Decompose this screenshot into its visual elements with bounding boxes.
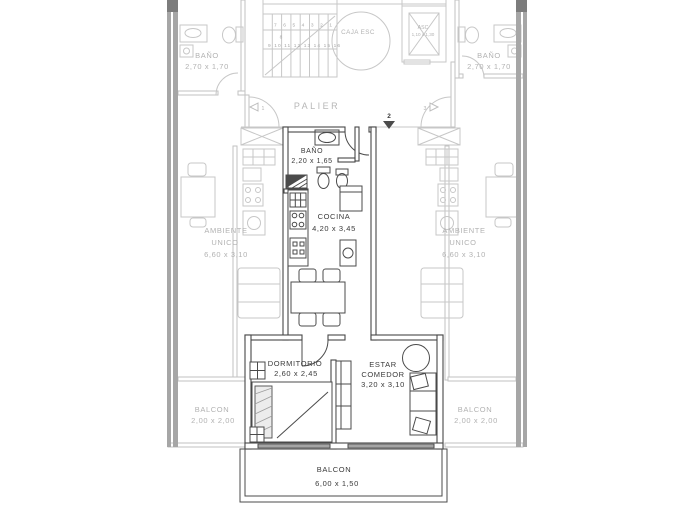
stove-burners [246, 188, 261, 203]
left-room-label1: AMBIENTE [204, 226, 248, 235]
right-balcony-dims: 2,00 x 2,00 [454, 416, 498, 425]
mid-wall [328, 335, 345, 340]
toilet-bowl [318, 174, 329, 189]
bath-partition [338, 158, 355, 162]
sofa-bed [238, 268, 280, 318]
counter-cross-icon [241, 128, 283, 145]
living-label1: ESTAR [369, 360, 397, 369]
stair-number-mid: 8 [279, 35, 283, 41]
living-label2: COMEDOR [361, 370, 405, 379]
table [181, 177, 215, 217]
left-room-dims: 6,60 x 3,10 [204, 250, 248, 259]
party-wall-left [173, 0, 178, 447]
wardrobe [336, 361, 351, 429]
east-wall-lower [437, 335, 443, 449]
elevator-dims: 1,10 x 1,30 [411, 32, 435, 37]
left-balcony-window [178, 377, 245, 381]
stairwell-door-swing [332, 12, 390, 70]
counter [243, 168, 261, 181]
east-wall-upper [371, 127, 376, 340]
bidet [180, 45, 193, 57]
shower-hatch [286, 175, 307, 188]
palier-west-wall [245, 95, 249, 127]
palier-east-wall [451, 62, 455, 127]
kitchen-dims: 4,20 x 3,45 [312, 224, 356, 233]
left-bath-south-wall [178, 91, 218, 95]
toilet-bowl [466, 27, 479, 43]
stair-numbers-top: 7 6 5 4 3 2 1 [274, 23, 332, 29]
kitchen-label: COCINA [317, 212, 351, 221]
chair [299, 313, 316, 326]
unit-number-left: 1 [261, 106, 265, 112]
arrow-left-icon [250, 103, 258, 111]
sofa-bed-lines [238, 284, 280, 302]
left-internal-wall [233, 146, 237, 380]
party-wall-right-cap [516, 0, 527, 12]
sink-basin [185, 29, 201, 38]
right-room-label1: AMBIENTE [442, 226, 486, 235]
right-bath-label: BAÑO [477, 51, 501, 60]
chair [323, 269, 340, 282]
chair [495, 163, 513, 176]
dining-table [291, 282, 345, 313]
chair [188, 163, 206, 176]
sofa-bed-lines [421, 284, 463, 302]
right-bath-south-wall [459, 74, 463, 78]
living-dims: 3,20 x 3,10 [361, 380, 405, 389]
bidet-drain [184, 48, 190, 54]
left-room-label2: UNICO [211, 238, 239, 247]
chair [495, 218, 511, 227]
balcony-rail-outer [240, 449, 447, 502]
sink-basin [500, 29, 516, 38]
counter-cross-icon [418, 128, 460, 145]
kitchen-counter-west [288, 190, 308, 266]
party-wall-left-cap [167, 0, 178, 12]
left-bath-east-wall [241, 0, 245, 95]
toilet-bowl [223, 27, 236, 43]
fridge [340, 186, 362, 211]
party-wall-right [516, 0, 521, 447]
chair [299, 269, 316, 282]
chair [323, 313, 340, 326]
bath-partition [355, 127, 359, 161]
center-unit [240, 127, 447, 502]
kitchen-sink-grid [243, 149, 275, 165]
left-bath-label: BAÑO [195, 51, 219, 60]
right-room-label2: UNICO [449, 238, 477, 247]
arrow-right-icon [430, 103, 438, 111]
elevator-label: ASC [417, 25, 429, 31]
right-bath-dims: 2,70 x 1,70 [467, 62, 511, 71]
stair-numbers-bottom: 9 10 11 12 13 14 15 16 [268, 44, 340, 49]
left-bath-door-swing [216, 73, 238, 95]
left-unit-door-swing [249, 97, 279, 127]
right-balcony-label: BALCON [457, 405, 493, 414]
caja-esc-label: CAJA ESC [341, 29, 375, 36]
party-wall-right [523, 0, 527, 447]
west-wall-upper [283, 127, 288, 340]
living-furniture [336, 345, 436, 436]
vanity [180, 25, 207, 42]
bedroom-dims: 2,60 x 2,45 [274, 369, 318, 378]
counter-east [340, 240, 356, 266]
entry-markers [250, 103, 438, 129]
palier-label: PALIER [293, 101, 341, 111]
main-balcony-dims: 6,00 x 1,50 [315, 479, 359, 488]
basin-drain [248, 217, 261, 230]
main-balcony [240, 449, 447, 502]
bedroom-label: DORMITORIO [267, 359, 323, 368]
right-balcony-rail [445, 443, 523, 447]
left-bath-dims: 2,70 x 1,70 [185, 62, 229, 71]
sofa-bed [421, 268, 463, 318]
kitchen-sink-grid [426, 149, 458, 165]
center-bath-dims: 2,20 x 1,65 [291, 158, 333, 165]
table [486, 177, 520, 217]
unit-number-center: 2 [387, 113, 391, 120]
left-balcony-label: BALCON [194, 405, 230, 414]
dining-set [291, 269, 345, 326]
left-balcony-dims: 2,00 x 2,00 [191, 416, 235, 425]
round-table [403, 345, 430, 372]
mid-wall [245, 335, 302, 340]
party-wall-left [167, 0, 171, 447]
right-room-dims: 6,60 x 3,10 [442, 250, 486, 259]
left-balcony-rail [168, 443, 246, 447]
stove [243, 184, 263, 206]
center-bath-label: BAÑO [300, 148, 324, 155]
right-balcony-window [448, 377, 516, 381]
left-bath-south-wall [238, 91, 245, 95]
bidet-tank [336, 169, 348, 175]
sink-basin [319, 133, 336, 143]
mid-wall [371, 335, 443, 340]
toilet-tank [317, 167, 330, 173]
palier-walls [241, 62, 455, 127]
unit-number-right: 3 [423, 106, 427, 112]
main-balcony-label: BALCON [316, 465, 352, 474]
right-unit-door-swing [421, 97, 451, 127]
arrow-down-icon [383, 121, 395, 129]
